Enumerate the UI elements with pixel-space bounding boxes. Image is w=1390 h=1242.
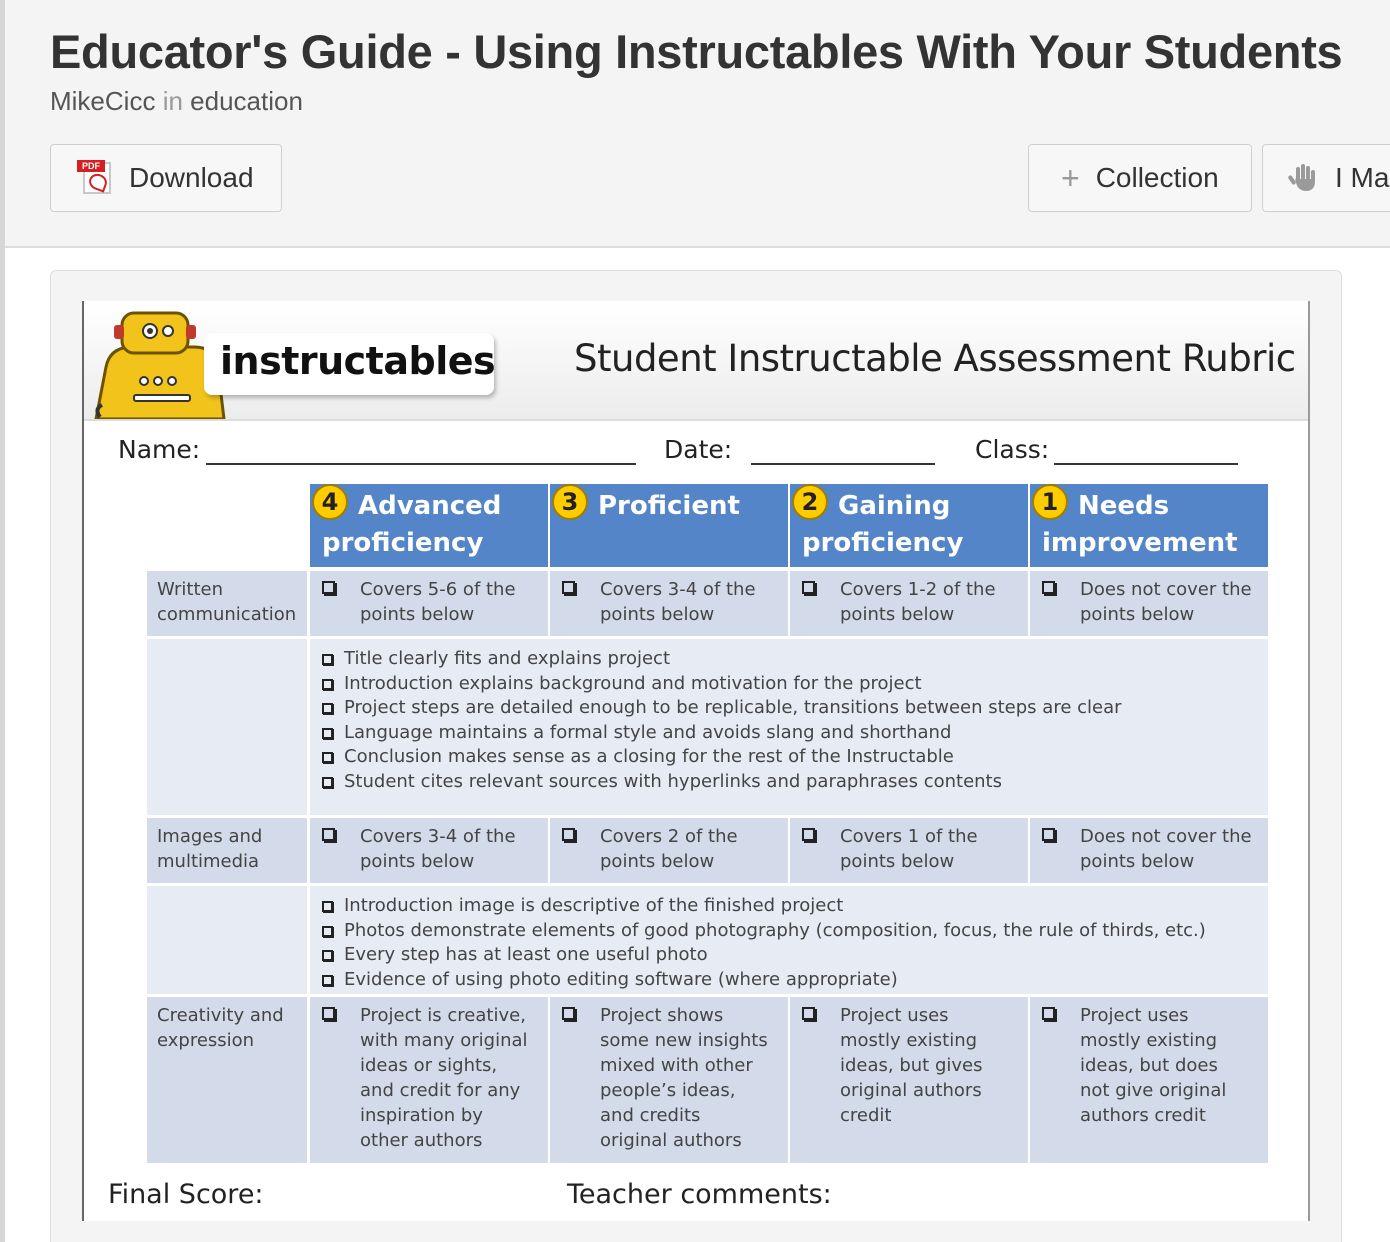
checkbox-icon	[562, 1007, 575, 1020]
checkbox-icon	[322, 901, 333, 912]
descriptor-text: Project uses mostly existing ideas, but gives original authors credit	[840, 1005, 983, 1126]
list-item: Title clearly fits and explains project	[322, 647, 1268, 672]
checkbox-icon	[562, 828, 575, 841]
level-badge-4: 4	[312, 484, 348, 520]
level-descriptor	[1030, 997, 1268, 1163]
category-link[interactable]: education	[190, 86, 303, 116]
level-label: Proficient	[598, 491, 740, 521]
checkbox-icon	[322, 703, 333, 714]
level-descriptor	[310, 997, 548, 1163]
list-item: Evidence of using photo editing software (where appropriate)	[322, 968, 1268, 993]
level-descriptor	[310, 818, 548, 883]
author-link[interactable]: MikeCicc	[50, 86, 156, 116]
level-badge-3: 3	[552, 484, 588, 520]
final-score-label: Final Score:	[108, 1179, 264, 1210]
checkbox-icon	[802, 828, 815, 841]
criterion-written-communication: Written communication	[147, 571, 307, 636]
list-item: Photos demonstrate elements of good photography (composition, focus, the rule of thirds, etc.)	[322, 919, 1268, 944]
level-header-4	[310, 484, 548, 567]
class-field-line	[1054, 463, 1238, 465]
download-label: Download	[129, 162, 254, 193]
descriptor-text: Does not cover the points below	[1080, 826, 1252, 872]
level-descriptor	[790, 818, 1028, 883]
name-field-line	[206, 463, 636, 465]
checkbox-icon	[322, 975, 333, 986]
descriptor-text: Project uses mostly existing ideas, but does not give original authors credit	[1080, 1005, 1227, 1126]
descriptor-text: Project shows some new insights mixed with other people’s ideas, and credits original authors	[600, 1005, 768, 1151]
level-descriptor	[550, 571, 788, 636]
plus-icon: +	[1061, 160, 1080, 196]
list-item: Conclusion makes sense as a closing for the rest of the Instructable	[322, 745, 1268, 770]
checkbox-icon	[1042, 828, 1055, 841]
checkbox-icon	[322, 950, 333, 961]
pdf-icon: PDF	[77, 160, 117, 196]
criterion-images-and-multimedia: Images and multimedia	[147, 818, 307, 883]
level-descriptor	[550, 818, 788, 883]
level-descriptor	[1030, 818, 1268, 883]
list-item: Language maintains a formal style and avoids slang and shorthand	[322, 721, 1268, 746]
brand-name: instructables	[220, 339, 496, 383]
descriptor-text: Covers 3-4 of the points below	[600, 579, 756, 625]
date-field-label: Date:	[664, 435, 733, 464]
descriptor-text: Covers 5-6 of the points below	[360, 579, 516, 625]
page-title: Educator's Guide - Using Instructables With Your Students	[50, 25, 1343, 78]
list-item: Student cites relevant sources with hyperlinks and paraphrases contents	[322, 770, 1268, 795]
level-descriptor	[1030, 571, 1268, 636]
level-badge-1: 1	[1032, 484, 1068, 520]
list-item: Project steps are detailed enough to be replicable, transitions between steps are clear	[322, 696, 1268, 721]
level-header-2	[790, 484, 1028, 567]
project-header	[5, 0, 1390, 248]
download-button[interactable]	[50, 144, 282, 212]
date-field-line	[751, 463, 935, 465]
level-descriptor	[790, 997, 1028, 1163]
rubric-header	[84, 301, 1308, 421]
checkbox-icon	[802, 581, 815, 594]
list-item: Every step has at least one useful photo	[322, 943, 1268, 968]
checkbox-icon	[322, 828, 335, 841]
level-header-3	[550, 484, 788, 567]
checkbox-icon	[322, 679, 333, 690]
written-communication-points	[310, 639, 1268, 815]
checkbox-icon	[1042, 1007, 1055, 1020]
level-descriptor	[790, 571, 1028, 636]
descriptor-text: Covers 2 of the points below	[600, 826, 738, 872]
add-to-collection-button[interactable]	[1028, 144, 1252, 212]
blank-cell	[147, 639, 307, 815]
checkbox-icon	[562, 581, 575, 594]
checkbox-icon	[322, 777, 333, 788]
checkbox-icon	[1042, 581, 1055, 594]
collection-label: Collection	[1095, 162, 1219, 193]
class-field-label: Class:	[975, 435, 1050, 464]
descriptor-text: Covers 3-4 of the points below	[360, 826, 516, 872]
level-header-1	[1030, 484, 1268, 567]
byline	[50, 86, 303, 117]
i-made-it-label: I Ma	[1335, 162, 1390, 193]
descriptor-text: Project is creative, with many original ideas or sights, and credit for any inspiration by other authors	[360, 1005, 528, 1151]
checkbox-icon	[322, 926, 333, 937]
checkbox-icon	[322, 752, 333, 763]
checkbox-icon	[322, 581, 335, 594]
list-item: Introduction explains background and motivation for the project	[322, 672, 1268, 697]
blank-cell	[147, 886, 307, 994]
level-label: Needs improvement	[1042, 491, 1238, 558]
criterion-creativity-and-expression: Creativity and expression	[147, 997, 307, 1163]
descriptor-text: Covers 1-2 of the points below	[840, 579, 996, 625]
images-and-multimedia-points	[310, 886, 1268, 994]
level-label: Gaining proficiency	[802, 491, 964, 558]
level-label: Advanced proficiency	[322, 491, 502, 558]
checkbox-icon	[322, 654, 333, 665]
checkbox-icon	[322, 728, 333, 739]
rubric-image[interactable]	[82, 301, 1310, 1221]
list-item: Introduction image is descriptive of the finished project	[322, 894, 1268, 919]
hand-icon	[1287, 163, 1321, 193]
name-field-label: Name:	[118, 435, 201, 464]
teacher-comments-label: Teacher comments:	[567, 1179, 832, 1210]
descriptor-text: Covers 1 of the points below	[840, 826, 978, 872]
rubric-title: Student Instructable Assessment Rubric	[574, 337, 1296, 380]
level-badge-2: 2	[792, 484, 828, 520]
level-descriptor	[310, 571, 548, 636]
checkbox-icon	[322, 1007, 335, 1020]
level-descriptor	[550, 997, 788, 1163]
i-made-it-button[interactable]	[1262, 144, 1390, 212]
checkbox-icon	[802, 1007, 815, 1020]
descriptor-text: Does not cover the points below	[1080, 579, 1252, 625]
byline-in: in	[162, 86, 183, 116]
